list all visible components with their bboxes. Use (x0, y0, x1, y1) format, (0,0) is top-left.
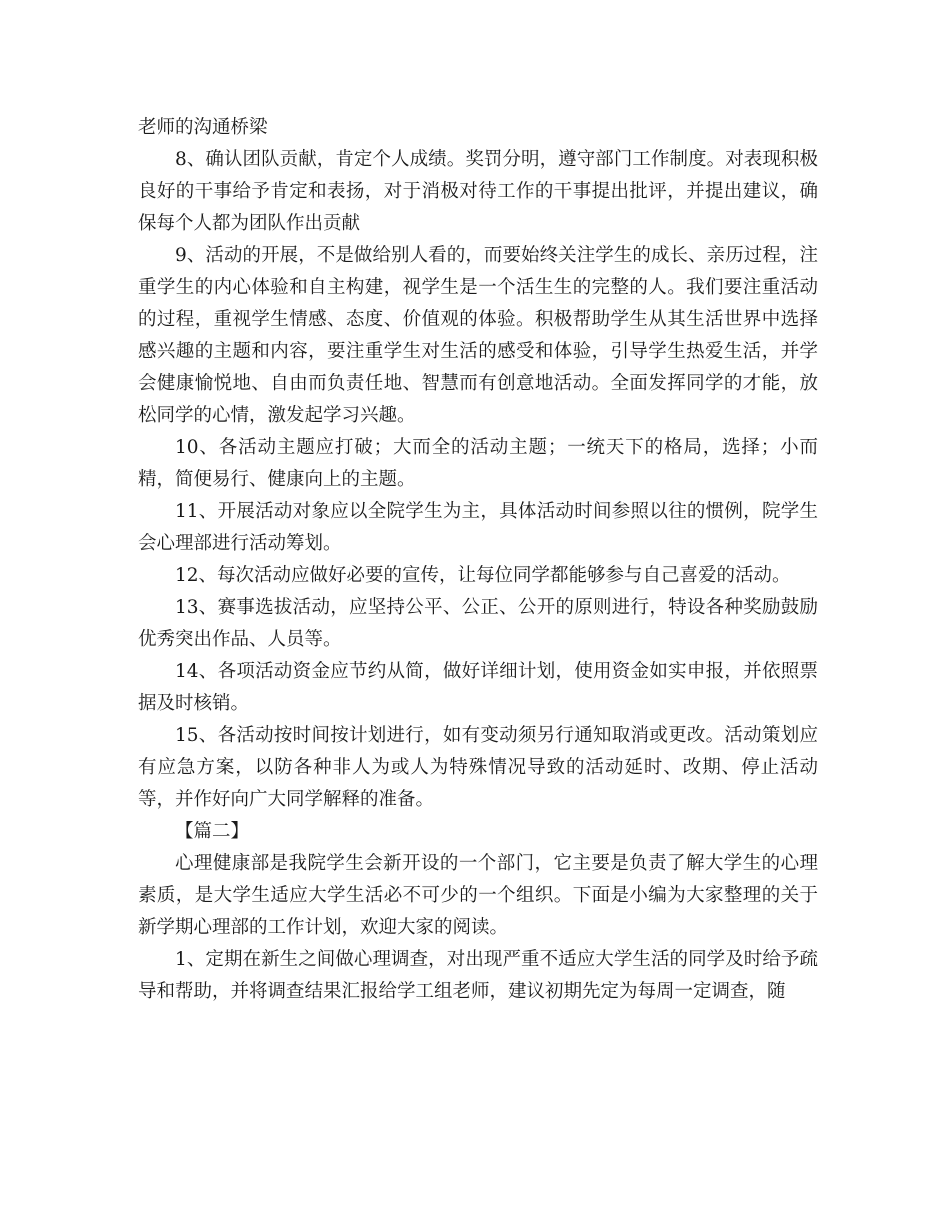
section-heading: 【篇二】 (175, 821, 250, 842)
document-body (138, 112, 818, 1008)
paragraph-item-11: 11、开展活动对象应以全院学生为主，具体活动时间参照以往的惯例，院学生会心理部进行活动筹划。 (138, 501, 818, 554)
paragraph-continuation: 老师的沟通桥梁 (138, 117, 268, 138)
paragraph-item-15: 15、各活动按时间按计划进行，如有变动须另行通知取消或更改。活动策划应有应急方案，以防各种非人为或人为特殊情况导致的活动延时、改期、停止活动等，并作好向广大同学解释的准备。 (138, 725, 818, 810)
paragraph-item-8: 8、确认团队贡献，肯定个人成绩。奖罚分明，遵守部门工作制度。对表现积极良好的干事给予肯定和表扬，对于消极对待工作的干事提出批评，并提出建议，确保每个人都为团队作出贡献 (138, 149, 818, 234)
paragraph-item-9: 9、活动的开展，不是做给别人看的，而要始终关注学生的成长、亲历过程，注重学生的内心体验和自主构建，视学生是一个活生生的完整的人。我们要注重活动的过程，重视学生情感、态度、价值观的体验。积极帮助学生从其生活世界中选择感兴趣的主题和内容，要注重学生对生活的感受和体验，引导学生热爱生活，并学会健康愉悦地、自由而负责任地、智慧而有创意地活动。全面发挥同学的才能，放松同学的心情，激发起学习兴趣。 (138, 245, 818, 426)
paragraph-item-14: 14、各项活动资金应节约从简，做好详细计划，使用资金如实申报，并依照票据及时核销。 (138, 661, 818, 714)
paragraph-item-13: 13、赛事选拔活动，应坚持公平、公正、公开的原则进行，特设各种奖励鼓励优秀突出作品、人员等。 (138, 597, 818, 650)
paragraph-item-10: 10、各活动主题应打破；大而全的活动主题；一统天下的格局，选择；小而精，简便易行、健康向上的主题。 (138, 437, 818, 490)
paragraph-item-1: 1、定期在新生之间做心理调查，对出现严重不适应大学生活的同学及时给予疏导和帮助，并将调查结果汇报给学工组老师，建议初期先定为每周一定调查，随 (138, 949, 818, 1002)
paragraph-item-12: 12、每次活动应做好必要的宣传，让每位同学都能够参与自己喜爱的活动。 (175, 565, 791, 586)
paragraph-intro: 心理健康部是我院学生会新开设的一个部门，它主要是负责了解大学生的心理素质，是大学生适应大学生活必不可少的一个组织。下面是小编为大家整理的关于新学期心理部的工作计划，欢迎大家的阅读。 (138, 853, 818, 938)
